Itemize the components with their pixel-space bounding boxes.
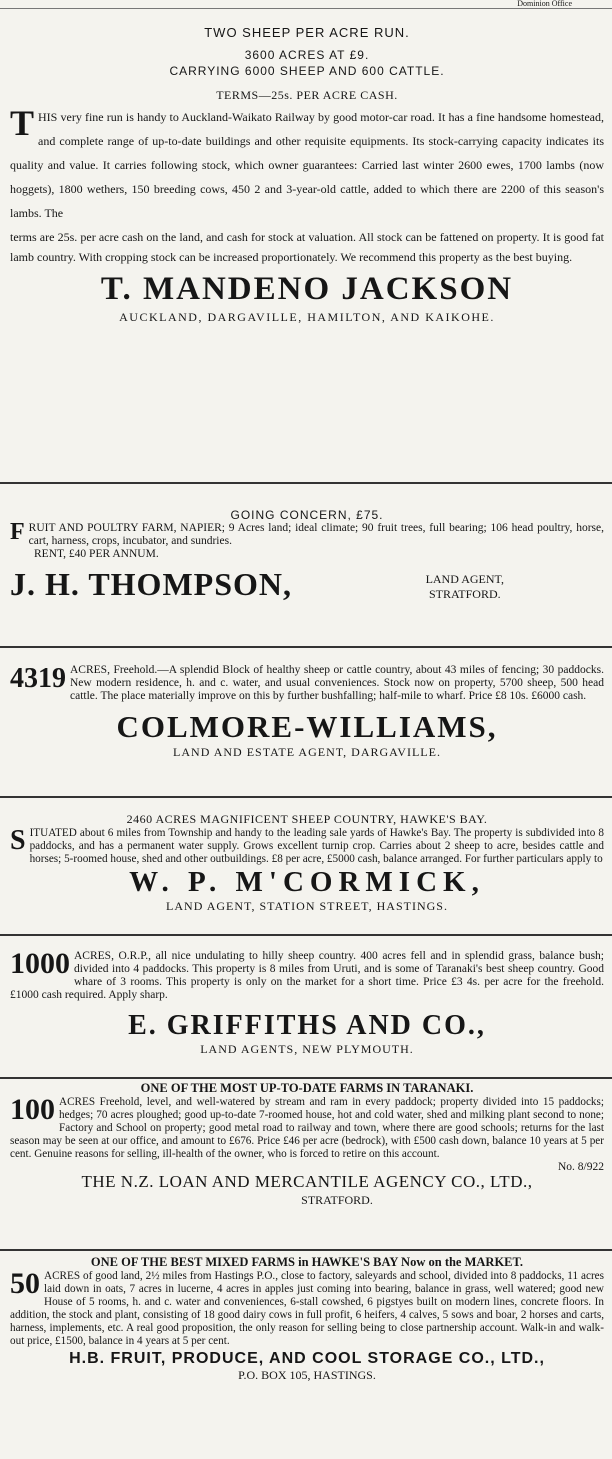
agent-name: E. GRIFFITHS AND CO., [128, 1010, 486, 1041]
ad-body [10, 105, 604, 225]
ad-body-text: ACRES Freehold, level, and well-watered by stream and ram in every paddock; property divided into 15 paddocks; hedges; 70 acres ploughed; good up-to-date 7-roomed house, hot and cold water, shed and milking plant second to none; Factory and School on property; good metal road to railway and town, where there are good schools; returns for the last season may be seen at our office, and amount to £676. Price £46 per acre (bedrock), with £500 cash down, balance 10 years at 5 per cent. Genuine reasons for selling, ill-health of the owner, who is forced to retire on this account. [10, 1096, 604, 1160]
agent-name: J. H. THOMPSON, [10, 566, 292, 602]
agent-sub: LAND AGENT, STATION STREET, HASTINGS. [166, 899, 448, 913]
advertisement-taranaki-farm [0, 1079, 612, 1251]
drop-cap: S [10, 825, 26, 856]
agent-sub: LAND AND ESTATE AGENT, DARGAVILLE. [173, 745, 441, 759]
ad-body [10, 664, 604, 703]
ad-title: TWO SHEEP PER ACRE RUN. [204, 25, 410, 40]
ad-body [10, 947, 604, 1002]
ad-body-rest: fruit trees, full bearing; 106 head poultry, horse, cart, harness, crops, incubator, and sundries. [28, 522, 604, 547]
agent-name: COLMORE-WILLIAMS, [116, 709, 498, 744]
ad-body-end: terms are 25s. per acre cash on the land, and cash for stock at valuation. All stock can be fattened on property. It is good fat lamb country. With cropping stock can be increased proportionately. We recommend this property as the best buying. [10, 230, 604, 264]
advertisement-going-concern [0, 484, 612, 648]
page-header-strip [0, 0, 612, 9]
ad-title: ONE OF THE MOST UP-TO-DATE FARMS IN TARANAKI. [140, 1081, 474, 1095]
ad-reference-number: No. 8/922 [558, 1161, 604, 1173]
agent-name: THE N.Z. LOAN AND MERCANTILE AGENCY CO., LTD., [81, 1172, 533, 1191]
agent-role: LAND AGENT, [425, 572, 504, 586]
advertisement-sheep-run [0, 25, 612, 484]
agent-towns: AUCKLAND, DARGAVILLE, HAMILTON, AND KAIKOHE. [119, 310, 495, 324]
ad-title: ONE OF THE BEST MIXED FARMS in HAWKE'S BAY Now on the MARKET. [90, 1255, 524, 1269]
ad-acres: 3600 ACRES AT £9. [244, 48, 370, 62]
drop-cap: F [10, 519, 25, 545]
ad-body [10, 1267, 604, 1348]
agent-town: STRATFORD. [301, 1193, 373, 1207]
agent-details [426, 572, 504, 602]
ad-title: GOING CONCERN, £75. [230, 508, 384, 522]
agent-address: P.O. BOX 105, HASTINGS. [238, 1368, 376, 1382]
ad-body-text: ITUATED about 6 miles from Township and handy to the leading sale yards of Hawke's Bay. The property is subdivided into 8 paddocks, and has a permanent water supply. Grows excellent turnip crop. Carries about 2 sheep to acre, besides cattle and horses; 5-roomed house, shed and other outbuildings. £8 per acre, £5000 cash, balance arranged. For further particulars apply to [29, 827, 604, 865]
ad-stock: CARRYING 6000 SHEEP AND 600 CATTLE. [169, 64, 445, 78]
ad-body-text: ACRES, O.R.P., all nice undulating to hilly sheep country. 400 acres fell and in splendid grass, balance bush; divided into 4 paddocks. This property is 8 miles from Uruti, and is some of Taranaki's best sheep country. Good whare of 3 rooms. This property is only on the market for a short time. Price £3 4s. per acre for the freehold. £1000 cash required. Apply sharp. [10, 950, 604, 1001]
agent-town: STRATFORD. [428, 587, 501, 601]
agent-name: H.B. FRUIT, PRODUCE, AND COOL STORAGE CO., LTD., [69, 1350, 545, 1367]
acreage-number: 100 [10, 1093, 55, 1126]
ad-body [10, 519, 604, 548]
acreage-number: 50 [10, 1267, 40, 1300]
ad-title: 2460 ACRES MAGNIFICENT SHEEP COUNTRY, HAWKE'S BAY. [126, 812, 488, 826]
ad-body-rest: road. It has a fine handsome homestead, and complete range of up-to-date buildings and other requisite equipments. Its stock-carrying capacity indicates its quality and value. It carries following stock, which owner guarantees: Carried last winter 2600 ewes, 1700 lambs (now hoggets), 1800 wethers, 150 breeding cows, 450 2 and 3-year-old cattle, added to which there are 2200 of this season's lambs. The [10, 110, 605, 220]
ad-body [10, 1093, 604, 1161]
acreage-number: 1000 [10, 947, 70, 980]
ad-body [10, 827, 604, 866]
acreage-number: 4319 [10, 663, 66, 694]
agent-name: T. MANDENO JACKSON [100, 271, 514, 307]
drop-cap: T [10, 103, 35, 143]
ad-body-first: HIS very fine run is handy to Auckland-Waikato Railway by good motor-car [38, 110, 408, 124]
advertisement-mixed-farm [0, 1251, 612, 1445]
agent-name: W. P. M'CORMICK, [129, 866, 485, 898]
ad-rent: RENT, £40 PER ANNUM. [34, 548, 159, 560]
advertisement-4319-acres [0, 648, 612, 798]
header-fragment: Dominion Office [517, 0, 572, 8]
ad-body-text: ACRES, Freehold.—A splendid Block of healthy sheep or cattle country, about 43 miles of fencing; 30 paddocks. New modern residence, h. and c. water, and usual conveniences. Stock now on property, 5700 sheep, 500 head cattle. The place materially improve on this by further bushfalling; half-mile to wharf. Price £8 10s. £6000 cash. [70, 664, 604, 702]
ad-terms: TERMS—25s. PER ACRE CASH. [216, 88, 398, 102]
advertisement-1000-acres [0, 936, 612, 1079]
agent-signature [10, 566, 604, 603]
ad-body-text: ACRES of good land, 2½ miles from Hastings P.O., close to factory, saleyards and school, divided into 8 paddocks, 11 acres laid down in oats, 7 acres in lucerne, 4 acres in apples just coming into bearing, balance in grass, well watered; good new House of 5 rooms, h. and c. water and conveniences, 6-stall cowshed, 6 pigstyes built on modern lines, concrete floors. In addition, the stock and plant, consisting of 18 good dairy cows in full profit, 6 heifers, 4 calves, 5 sows and boar, 2 horses and carts, harness, implements, etc. A real good proposition, the only reason for selling being to close partnership account. Walk-in and walk-out price, £1500, balance in 4 years at 5 per cent. [10, 1270, 604, 1347]
ad-body-first: RUIT AND POULTRY FARM, NAPIER; 9 Acres land; ideal climate; 90 [28, 522, 374, 534]
advertisement-hawkes-bay-sheep [0, 798, 612, 936]
agent-sub: LAND AGENTS, NEW PLYMOUTH. [200, 1042, 414, 1056]
